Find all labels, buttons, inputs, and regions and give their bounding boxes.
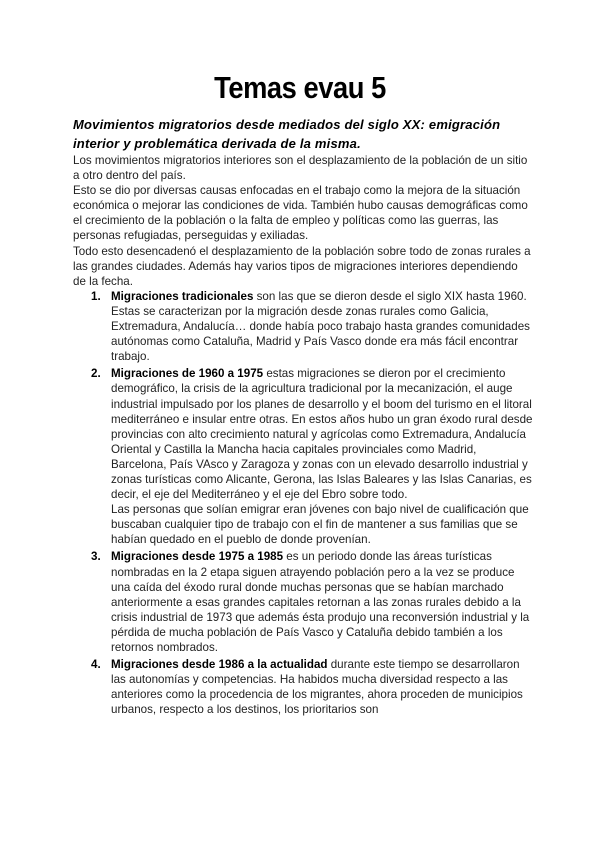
list-item xyxy=(91,657,533,717)
paragraph: Esto se dio por diversas causas enfocadas en el trabajo como la mejora de la situación económica o mejorar las condiciones de vida. También hubo causas demográficas como el crecimiento de la población o la falta de empleo y políticas como las guerras, las personas refugiadas, perseguidas y exiliadas. xyxy=(73,184,528,243)
list-item xyxy=(91,289,533,364)
list-item-extra-paragraph: Las personas que solían emigrar eran jóvenes con bajo nivel de cualificación que buscaban cualquier tipo de trabajo con el fin de mantener a sus familias que se habían quedado en el pueblo de donde provenían. xyxy=(111,503,529,547)
list-item-title: Migraciones de 1960 a 1975 xyxy=(111,367,264,381)
list-item-text: es un periodo donde las áreas turísticas nombradas en la 2 etapa siguen atrayendo población pero a la vez se produce una caída del éxodo rural donde muchas personas que se habían marchado anteriormente a esas grandes capitales retornan a las zonas rurales debido a la crisis industrial de 1973 que además ésta produjo una reconversión industrial y la pérdida de mucha población de País Vasco y Cataluña debido también a los retornos nombrados. xyxy=(111,550,530,654)
document-body xyxy=(73,153,533,719)
list-item-number: 2. xyxy=(91,367,101,381)
list-item-number: 1. xyxy=(91,289,101,303)
list-item-title: Migraciones desde 1986 a la actualidad xyxy=(111,658,328,672)
list-item-number: 4. xyxy=(91,658,101,672)
paragraph: Todo esto desencadenó el desplazamiento de la población sobre todo de zonas rurales a las grandes ciudades. Además hay varios tipos de migraciones interiores dependiendo de la fecha. xyxy=(73,244,531,288)
list-item xyxy=(91,549,533,655)
paragraph: Los movimientos migratorios interiores son el desplazamiento de la población de un sitio a otro dentro del país. xyxy=(73,154,528,183)
list-item-text: estas migraciones se dieron por el crecimiento demográfico, la crisis de la agricultura tradicional por la mecanización, el auge industrial impulsado por los planes de desarrollo y el boom del turismo en el litoral mediterráneo e insular entre otras. En estos años hubo un gran éxodo rural desde provincias con alto crecimiento natural y agrícolas como Extremadura, Andalucía Oriental y Castilla la Mancha hacia capitales provinciales como Madrid, Barcelona, País VAsco y Zaragoza y zonas con un elevado desarrollo industrial y zonas turísticas como Alicante, Gerona, las Islas Baleares y las Islas Canarias, es decir, el eje del Mediterráneo y el eje del Ebro sobre todo. xyxy=(111,367,533,502)
list-item-text: son las que se dieron desde el siglo XIX hasta 1960. Estas se caracterizan por la migración desde zonas rurales como Galicia, Extremadura, Andalucía… donde había poco trabajo hasta grandes comunidades autónomas como Cataluña, Madrid y País Vasco donde era más fácil encontrar trabajo. xyxy=(111,289,530,364)
migration-types-list xyxy=(73,289,533,718)
list-item-number: 3. xyxy=(91,550,101,564)
list-item-title: Migraciones desde 1975 a 1985 xyxy=(111,550,284,564)
list-item xyxy=(91,366,533,547)
section-subtitle: Movimientos migratorios desde mediados del siglo XX: emigración interior y problemática derivada de la misma. xyxy=(73,117,501,151)
page-title: Temas evau 5 xyxy=(214,70,386,105)
list-item-title: Migraciones tradicionales xyxy=(111,289,254,303)
list-item-text: durante este tiempo se desarrollaron las autonomías y competencias. Ha habidos mucha diversidad respecto a las anteriores como la procedencia de los migrantes, ahora proceden de municipios urbanos, respecto a los destinos, los prioritarios son xyxy=(111,658,523,717)
